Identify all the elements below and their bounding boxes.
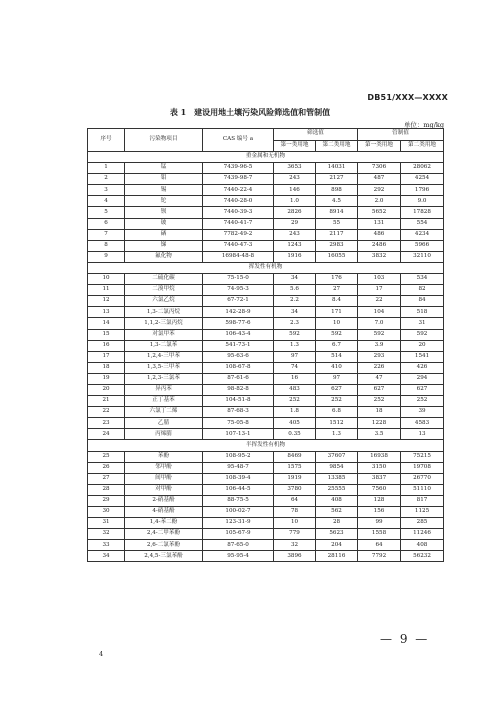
cell-cas: 106-43-4: [203, 329, 274, 340]
cell-seq: 28: [88, 484, 125, 495]
cell-control-land1: 2486: [358, 240, 401, 251]
table-row: [88, 540, 444, 551]
cell-screen-land1: 3896: [274, 551, 316, 562]
cell-item: 锰: [125, 163, 203, 174]
cell-control-land1: 226: [358, 362, 401, 373]
table-row: [88, 551, 444, 562]
cell-screen-land2: 14031: [316, 163, 358, 174]
table-row: [88, 473, 444, 484]
cell-cas: 598-77-6: [203, 318, 274, 329]
cell-control-land2: 518: [401, 307, 444, 318]
cell-screen-land1: 405: [274, 418, 316, 429]
section-row: [88, 152, 444, 163]
cell-screen-land2: 25555: [316, 484, 358, 495]
cell-screen-land1: 3653: [274, 163, 316, 174]
table-row: [88, 274, 444, 285]
cell-screen-land2: 2117: [316, 229, 358, 240]
cell-cas: 67-72-1: [203, 296, 274, 307]
cell-screen-land2: 171: [316, 307, 358, 318]
cell-control-land1: 99: [358, 518, 401, 529]
cell-screen-land1: 1916: [274, 251, 316, 262]
table-row: [88, 418, 444, 429]
cell-control-land1: 292: [358, 185, 401, 196]
cell-control-land1: 486: [358, 229, 401, 240]
cell-screen-land2: 592: [316, 329, 358, 340]
cell-cas: 74-95-3: [203, 285, 274, 296]
cell-screen-land2: 627: [316, 384, 358, 395]
cell-item: 1,3-二氯苯: [125, 340, 203, 351]
cell-cas: 7440-28-0: [203, 196, 274, 207]
cell-screen-land1: 592: [274, 329, 316, 340]
cell-control-land1: 17: [358, 285, 401, 296]
cell-seq: 17: [88, 351, 125, 362]
cell-control-land2: 426: [401, 362, 444, 373]
cell-screen-land1: 34: [274, 307, 316, 318]
cell-item: 间甲酚: [125, 473, 203, 484]
table-row: [88, 218, 444, 229]
cell-item: 硒: [125, 229, 203, 240]
cell-screen-land1: 29: [274, 218, 316, 229]
cell-screen-land1: 74: [274, 362, 316, 373]
cell-screen-land1: 146: [274, 185, 316, 196]
cell-cas: 7782-49-2: [203, 229, 274, 240]
cell-control-land1: 3.9: [358, 340, 401, 351]
cell-seq: 22: [88, 407, 125, 418]
cell-seq: 14: [88, 318, 125, 329]
cell-control-land2: 39: [401, 407, 444, 418]
cell-cas: 7440-47-3: [203, 240, 274, 251]
cell-screen-land1: 1919: [274, 473, 316, 484]
cell-control-land1: 1558: [358, 529, 401, 540]
cell-screen-land1: 97: [274, 351, 316, 362]
cell-screen-land1: 243: [274, 229, 316, 240]
pollutant-table: [87, 128, 444, 562]
cell-control-land2: 20: [401, 340, 444, 351]
cell-item: 正丁基苯: [125, 396, 203, 407]
cell-control-land2: 252: [401, 396, 444, 407]
cell-control-land1: 103: [358, 274, 401, 285]
cell-control-land1: 156: [358, 507, 401, 518]
table-row: [88, 296, 444, 307]
table-header: [88, 129, 444, 152]
cell-seq: 1: [88, 163, 125, 174]
section-row: [88, 440, 444, 451]
cell-screen-land1: 34: [274, 274, 316, 285]
cell-seq: 3: [88, 185, 125, 196]
cell-seq: 12: [88, 296, 125, 307]
cell-screen-land2: 5623: [316, 529, 358, 540]
cell-cas: 108-95-2: [203, 451, 274, 462]
cell-item: 2-硝基酚: [125, 495, 203, 506]
cell-screen-land2: 4.5: [316, 196, 358, 207]
cell-seq: 25: [88, 451, 125, 462]
header-control: 管制值: [358, 129, 444, 141]
cell-screen-land1: 1243: [274, 240, 316, 251]
table-row: [88, 384, 444, 395]
cell-screen-land2: 898: [316, 185, 358, 196]
cell-item: 异丙苯: [125, 384, 203, 395]
cell-screen-land2: 1.3: [316, 429, 358, 440]
table-row: [88, 163, 444, 174]
cell-control-land1: 2.0: [358, 196, 401, 207]
table-row: [88, 174, 444, 185]
cell-item: 钡: [125, 207, 203, 218]
cell-control-land1: 293: [358, 351, 401, 362]
cell-control-land2: 11246: [401, 529, 444, 540]
cell-control-land2: 1125: [401, 507, 444, 518]
header-screening-land2: 第二类用地: [316, 140, 358, 152]
cell-item: 铍: [125, 218, 203, 229]
cell-screen-land2: 6.7: [316, 340, 358, 351]
table-row: [88, 307, 444, 318]
cell-control-land2: 294: [401, 373, 444, 384]
cell-control-land2: 51110: [401, 484, 444, 495]
cell-screen-land2: 6.8: [316, 407, 358, 418]
cell-screen-land1: 16: [274, 373, 316, 384]
section-title: 半挥发性有机物: [88, 440, 444, 451]
cell-control-land2: 19708: [401, 462, 444, 473]
cell-control-land2: 4583: [401, 418, 444, 429]
cell-item: 锡: [125, 185, 203, 196]
section-row: [88, 262, 444, 273]
cell-item: 二硫化碳: [125, 274, 203, 285]
cell-control-land2: 28062: [401, 163, 444, 174]
cell-seq: 10: [88, 274, 125, 285]
cell-seq: 24: [88, 429, 125, 440]
cell-item: 1,2,4-三甲苯: [125, 351, 203, 362]
table-row: [88, 529, 444, 540]
table-row: [88, 396, 444, 407]
cell-screen-land1: 2826: [274, 207, 316, 218]
cell-control-land1: 252: [358, 396, 401, 407]
cell-cas: 88-75-5: [203, 495, 274, 506]
cell-control-land1: 7792: [358, 551, 401, 562]
table-row: [88, 507, 444, 518]
cell-control-land1: 47: [358, 373, 401, 384]
cell-control-land1: 131: [358, 218, 401, 229]
cell-seq: 2: [88, 174, 125, 185]
cell-control-land1: 7.0: [358, 318, 401, 329]
cell-item: 2,4,5-三氯苯酚: [125, 551, 203, 562]
cell-cas: 142-28-9: [203, 307, 274, 318]
table-body: [88, 152, 444, 562]
cell-control-land1: 128: [358, 495, 401, 506]
cell-seq: 13: [88, 307, 125, 318]
cell-control-land2: 592: [401, 329, 444, 340]
cell-cas: 100-02-7: [203, 507, 274, 518]
cell-screen-land2: 562: [316, 507, 358, 518]
cell-control-land1: 22: [358, 296, 401, 307]
cell-control-land1: 3150: [358, 462, 401, 473]
cell-control-land1: 1228: [358, 418, 401, 429]
cell-screen-land1: 779: [274, 529, 316, 540]
cell-seq: 32: [88, 529, 125, 540]
cell-control-land1: 7560: [358, 484, 401, 495]
cell-control-land2: 285: [401, 518, 444, 529]
cell-screen-land1: 10: [274, 518, 316, 529]
cell-seq: 16: [88, 340, 125, 351]
cell-item: 邻甲酚: [125, 462, 203, 473]
cell-screen-land2: 176: [316, 274, 358, 285]
header-seq: 序号: [88, 129, 125, 152]
cell-item: 苯酚: [125, 451, 203, 462]
cell-seq: 34: [88, 551, 125, 562]
cell-item: 二溴甲烷: [125, 285, 203, 296]
cell-control-land2: 1796: [401, 185, 444, 196]
table-row: [88, 451, 444, 462]
cell-seq: 4: [88, 196, 125, 207]
cell-item: 2,4-二甲苯酚: [125, 529, 203, 540]
table-row: [88, 185, 444, 196]
cell-cas: 541-73-1: [203, 340, 274, 351]
table-row: [88, 207, 444, 218]
cell-screen-land2: 8.4: [316, 296, 358, 307]
cell-item: 1,3,5-三甲苯: [125, 362, 203, 373]
cell-control-land2: 13: [401, 429, 444, 440]
table-row: [88, 373, 444, 384]
cell-screen-land2: 8914: [316, 207, 358, 218]
cell-screen-land1: 64: [274, 495, 316, 506]
cell-control-land1: 5652: [358, 207, 401, 218]
cell-cas: 87-65-0: [203, 540, 274, 551]
cell-screen-land1: 483: [274, 384, 316, 395]
cell-cas: 7440-39-3: [203, 207, 274, 218]
cell-cas: 95-63-6: [203, 351, 274, 362]
cell-screen-land2: 514: [316, 351, 358, 362]
table-title: 表 1 建设用地土壤污染风险筛选值和管制值: [169, 107, 331, 117]
cell-control-land1: 3837: [358, 473, 401, 484]
cell-cas: 7439-96-5: [203, 163, 274, 174]
cell-screen-land2: 252: [316, 396, 358, 407]
cell-screen-land2: 28: [316, 518, 358, 529]
table-row: [88, 407, 444, 418]
cell-screen-land1: 1.0: [274, 196, 316, 207]
header-control-land2: 第二类用地: [401, 140, 444, 152]
cell-cas: 95-48-7: [203, 462, 274, 473]
cell-control-land1: 16938: [358, 451, 401, 462]
cell-screen-land2: 204: [316, 540, 358, 551]
cell-cas: 108-67-8: [203, 362, 274, 373]
cell-control-land1: 3.5: [358, 429, 401, 440]
table-row: [88, 229, 444, 240]
table-row: [88, 240, 444, 251]
cell-screen-land1: 2.3: [274, 318, 316, 329]
cell-cas: 7439-98-7: [203, 174, 274, 185]
cell-screen-land2: 97: [316, 373, 358, 384]
cell-control-land2: 4234: [401, 229, 444, 240]
cell-control-land2: 75215: [401, 451, 444, 462]
cell-control-land2: 32110: [401, 251, 444, 262]
header-item: 污染物项目: [125, 129, 203, 152]
cell-seq: 19: [88, 373, 125, 384]
table-row: [88, 329, 444, 340]
table-row: [88, 196, 444, 207]
cell-cas: 105-67-9: [203, 529, 274, 540]
cell-screen-land2: 37607: [316, 451, 358, 462]
cell-item: 1,2,3-三氯苯: [125, 373, 203, 384]
cell-control-land1: 627: [358, 384, 401, 395]
cell-seq: 18: [88, 362, 125, 373]
cell-cas: 7440-41-7: [203, 218, 274, 229]
cell-control-land2: 627: [401, 384, 444, 395]
table-row: [88, 340, 444, 351]
cell-seq: 7: [88, 229, 125, 240]
cell-control-land1: 487: [358, 174, 401, 185]
cell-cas: 106-44-5: [203, 484, 274, 495]
cell-item: 铊: [125, 196, 203, 207]
table-row: [88, 318, 444, 329]
cell-seq: 15: [88, 329, 125, 340]
cell-control-land1: 64: [358, 540, 401, 551]
cell-seq: 11: [88, 285, 125, 296]
cell-screen-land1: 8469: [274, 451, 316, 462]
cell-seq: 29: [88, 495, 125, 506]
cell-cas: 75-15-0: [203, 274, 274, 285]
cell-screen-land1: 32: [274, 540, 316, 551]
cell-screen-land2: 27: [316, 285, 358, 296]
table-row: [88, 285, 444, 296]
cell-cas: 95-95-4: [203, 551, 274, 562]
cell-seq: 31: [88, 518, 125, 529]
cell-control-land1: 3832: [358, 251, 401, 262]
header-cas: CAS 编号 a: [203, 129, 274, 152]
cell-cas: 87-68-3: [203, 407, 274, 418]
cell-screen-land2: 1512: [316, 418, 358, 429]
cell-control-land2: 82: [401, 285, 444, 296]
cell-control-land2: 5966: [401, 240, 444, 251]
cell-screen-land2: 2127: [316, 174, 358, 185]
cell-control-land2: 817: [401, 495, 444, 506]
cell-screen-land1: 252: [274, 396, 316, 407]
cell-control-land1: 592: [358, 329, 401, 340]
cell-cas: 87-61-6: [203, 373, 274, 384]
cell-screen-land1: 243: [274, 174, 316, 185]
cell-screen-land1: 3780: [274, 484, 316, 495]
cell-item: 对氯甲苯: [125, 329, 203, 340]
cell-seq: 9: [88, 251, 125, 262]
cell-item: 钼: [125, 174, 203, 185]
cell-control-land1: 104: [358, 307, 401, 318]
cell-item: 六氯丁二烯: [125, 407, 203, 418]
cell-screen-land1: 2.2: [274, 296, 316, 307]
cell-control-land2: 408: [401, 540, 444, 551]
cell-screen-land1: 5.6: [274, 285, 316, 296]
cell-screen-land2: 28116: [316, 551, 358, 562]
cell-control-land2: 554: [401, 218, 444, 229]
section-title: 挥发性有机物: [88, 262, 444, 273]
cell-screen-land1: 78: [274, 507, 316, 518]
cell-control-land2: 9.0: [401, 196, 444, 207]
cell-screen-land1: 1.3: [274, 340, 316, 351]
cell-control-land2: 4254: [401, 174, 444, 185]
cell-cas: 108-39-4: [203, 473, 274, 484]
cell-cas: 98-82-8: [203, 384, 274, 395]
unit-label: 单位：mg/kg: [403, 121, 444, 129]
table-row: [88, 518, 444, 529]
cell-screen-land2: 9854: [316, 462, 358, 473]
page-number: — 9 —: [380, 632, 430, 646]
cell-cas: 16984-48-8: [203, 251, 274, 262]
cell-screen-land2: 410: [316, 362, 358, 373]
cell-seq: 27: [88, 473, 125, 484]
cell-seq: 33: [88, 540, 125, 551]
cell-item: 4-硝基酚: [125, 507, 203, 518]
header-screening-land1: 第一类用地: [274, 140, 316, 152]
cell-screen-land2: 408: [316, 495, 358, 506]
cell-seq: 8: [88, 240, 125, 251]
cell-screen-land2: 2983: [316, 240, 358, 251]
cell-screen-land1: 1.8: [274, 407, 316, 418]
cell-item: 2,6-二氯苯酚: [125, 540, 203, 551]
cell-item: 1,3-二氯丙烷: [125, 307, 203, 318]
cell-screen-land1: 0.35: [274, 429, 316, 440]
cell-control-land2: 84: [401, 296, 444, 307]
cell-cas: 75-05-8: [203, 418, 274, 429]
table-row: [88, 251, 444, 262]
cell-control-land1: 7306: [358, 163, 401, 174]
cell-control-land2: 31: [401, 318, 444, 329]
table-row: [88, 351, 444, 362]
section-title: 重金属和无机物: [88, 152, 444, 163]
cell-screen-land1: 1575: [274, 462, 316, 473]
table-row: [88, 484, 444, 495]
cell-cas: 123-31-9: [203, 518, 274, 529]
cell-item: 1,4-苯二酚: [125, 518, 203, 529]
cell-item: 氟化物: [125, 251, 203, 262]
header-screening: 筛选值: [274, 129, 358, 141]
cell-item: 乙腈: [125, 418, 203, 429]
cell-control-land1: 18: [358, 407, 401, 418]
table-row: [88, 362, 444, 373]
cell-item: 锑: [125, 240, 203, 251]
cell-control-land2: 26770: [401, 473, 444, 484]
cell-screen-land2: 16055: [316, 251, 358, 262]
table-row: [88, 429, 444, 440]
cell-seq: 5: [88, 207, 125, 218]
cell-control-land2: 56232: [401, 551, 444, 562]
cell-control-land2: 17828: [401, 207, 444, 218]
cell-seq: 30: [88, 507, 125, 518]
cell-item: 对甲酚: [125, 484, 203, 495]
cell-seq: 20: [88, 384, 125, 395]
cell-cas: 104-51-8: [203, 396, 274, 407]
cell-control-land2: 534: [401, 274, 444, 285]
cell-item: 六氯乙烷: [125, 296, 203, 307]
cell-item: 1,1,2-三氯丙烷: [125, 318, 203, 329]
table-row: [88, 495, 444, 506]
header-control-land1: 第一类用地: [358, 140, 401, 152]
table-row: [88, 462, 444, 473]
cell-seq: 26: [88, 462, 125, 473]
cell-screen-land2: 55: [316, 218, 358, 229]
cell-cas: 7440-22-4: [203, 185, 274, 196]
cell-item: 丙烯腈: [125, 429, 203, 440]
cell-screen-land2: 10: [316, 318, 358, 329]
standard-code: DB51/XXX—XXXX: [367, 93, 448, 102]
cell-seq: 23: [88, 418, 125, 429]
cell-control-land2: 1541: [401, 351, 444, 362]
cell-screen-land2: 13385: [316, 473, 358, 484]
cell-seq: 6: [88, 218, 125, 229]
page-mark: 4: [99, 650, 104, 658]
cell-cas: 107-13-1: [203, 429, 274, 440]
cell-seq: 21: [88, 396, 125, 407]
